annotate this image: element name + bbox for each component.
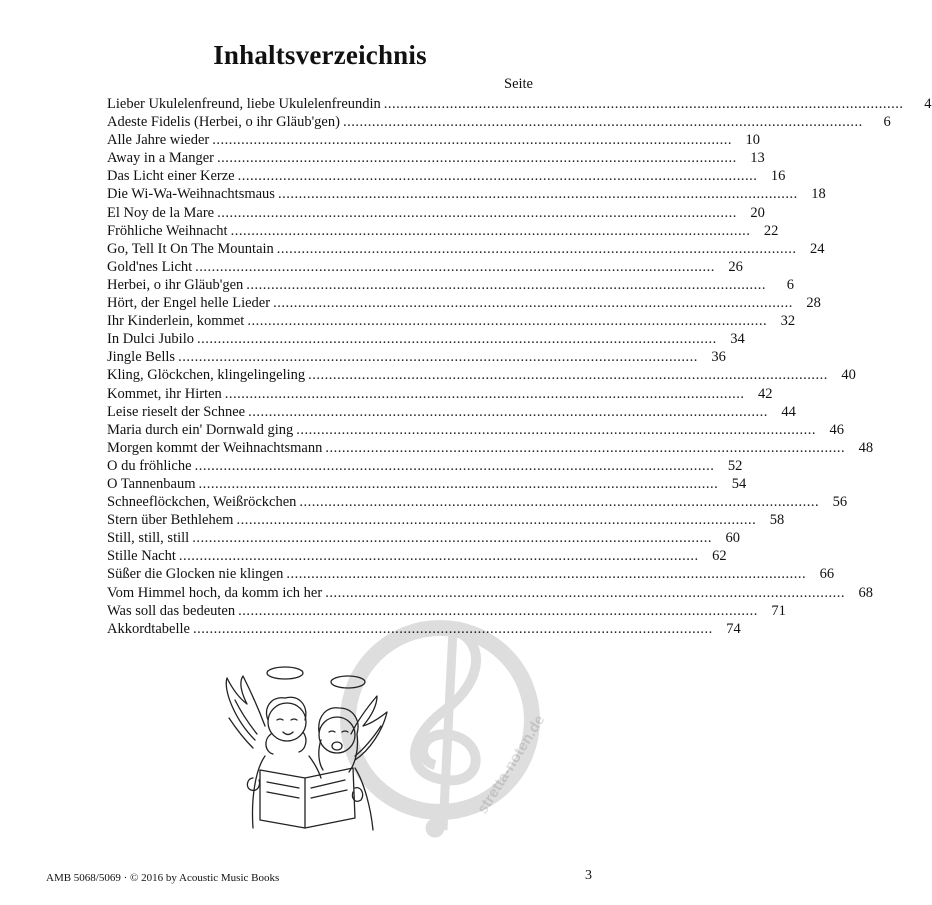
toc-entry-page: 58: [769, 512, 785, 529]
toc-entry: [107, 529, 740, 547]
toc-entry-page: 74: [726, 620, 741, 637]
toc-entry: [107, 312, 796, 330]
toc-dot-leader: ..............................................................................................................................: [192, 620, 713, 637]
toc-entry-title: Die Wi-Wa-Weihnachtsmaus: [107, 186, 275, 203]
toc-entry: [107, 565, 835, 583]
toc-dot-leader: ..............................................................................................................................: [178, 548, 699, 565]
toc-dot-leader: ..............................................................................................................................: [247, 313, 768, 330]
toc-entry-page: 71: [771, 602, 786, 619]
toc-dot-leader: ..............................................................................................................................: [383, 96, 904, 112]
toc-entry: [107, 493, 848, 511]
toc-entry-page: 54: [731, 475, 747, 492]
toc-dot-leader: ..............................................................................................................................: [224, 385, 745, 402]
toc-entry-page: 46: [829, 421, 844, 438]
toc-dot-leader: ..............................................................................................................................: [273, 295, 793, 312]
toc-entry: [107, 167, 786, 185]
toc-entry-page: 36: [711, 349, 726, 366]
toc-entry-page: 18: [811, 186, 826, 203]
toc-entry-title: O Tannenbaum: [107, 475, 196, 492]
toc-entry-title: O du fröhliche: [107, 457, 192, 474]
toc-entry-page: 44: [781, 403, 796, 420]
toc-dot-leader: ..............................................................................................................................: [308, 367, 828, 384]
footer-copyright: AMB 5068/5069 · © 2016 by Acoustic Music Books: [46, 872, 280, 884]
toc-dot-leader: ..............................................................................................................................: [236, 512, 757, 529]
toc-entry-page: 42: [758, 385, 773, 402]
toc-entry-title: Adeste Fidelis (Herbei, o ihr Gläub'gen): [107, 114, 340, 131]
toc-entry-page: 68: [858, 584, 873, 601]
toc-entry-page: 34: [730, 331, 745, 348]
toc-entry-title: Akkordtabelle: [107, 620, 190, 637]
toc-entry: [107, 204, 765, 222]
toc-entry-page: 20: [750, 204, 765, 221]
toc-entry: [107, 149, 765, 167]
toc-entry: [107, 294, 821, 312]
toc-entry: [107, 547, 727, 565]
toc-entry: [107, 276, 795, 294]
toc-entry-page: 22: [763, 222, 779, 239]
toc-entry-page: 24: [810, 240, 825, 257]
angels-illustration: [205, 660, 390, 835]
page-column-header: Seite: [504, 76, 533, 92]
toc-entry-title: Kommet, ihr Hirten: [107, 385, 222, 402]
toc-entry: [107, 330, 745, 348]
toc-entry-page: 40: [841, 367, 856, 384]
toc-dot-leader: ..............................................................................................................................: [246, 276, 767, 293]
toc-entry-title: Go, Tell It On The Mountain: [107, 240, 274, 257]
toc-entry: [107, 131, 761, 149]
toc-dot-leader: ..............................................................................................................................: [192, 530, 712, 547]
toc-dot-leader: ..............................................................................................................................: [230, 222, 751, 239]
toc-entry-title: Das Licht einer Kerze: [107, 168, 235, 185]
toc-dot-leader: ..............................................................................................................................: [276, 240, 797, 257]
toc-entry-page: 32: [780, 313, 796, 330]
toc-entry: [107, 185, 826, 203]
toc-dot-leader: ..............................................................................................................................: [277, 186, 798, 203]
toc-entry-page: 66: [819, 566, 835, 583]
toc-dot-leader: ..............................................................................................................................: [194, 457, 715, 474]
toc-dot-leader: ..............................................................................................................................: [325, 439, 846, 456]
toc-entry-page: 4: [924, 96, 932, 112]
toc-entry-page: 13: [750, 150, 765, 167]
toc-entry-page: 6: [786, 276, 795, 293]
toc-dot-leader: ..............................................................................................................................: [216, 150, 737, 167]
toc-entry-title: Jingle Bells: [107, 349, 176, 366]
toc-entry-title: Fröhliche Weihnacht: [107, 222, 228, 239]
toc-entry: [107, 475, 747, 493]
toc-entry: [107, 511, 785, 529]
toc-dot-leader: ..............................................................................................................................: [198, 475, 719, 492]
toc-entry-page: 6: [883, 114, 891, 131]
toc-dot-leader: ..............................................................................................................................: [178, 349, 698, 366]
toc-entry-title: Leise rieselt der Schnee: [107, 403, 246, 420]
toc-entry-title: El Noy de la Mare: [107, 204, 215, 221]
toc-dot-leader: ..............................................................................................................................: [195, 258, 715, 275]
toc-dot-leader: ..............................................................................................................................: [197, 331, 717, 348]
toc-dot-leader: ..............................................................................................................................: [296, 421, 816, 438]
toc-entry-title: Gold'nes Licht: [107, 258, 193, 275]
toc-entry: [107, 113, 891, 131]
toc-entry-page: 16: [770, 168, 786, 185]
table-of-contents: [107, 95, 932, 638]
toc-entry-title: Vom Himmel hoch, da komm ich her: [107, 584, 323, 601]
toc-dot-leader: ..............................................................................................................................: [238, 602, 758, 619]
toc-entry-title: Hört, der Engel helle Lieder: [107, 295, 271, 312]
toc-entry: [107, 403, 796, 421]
toc-entry-title: Stille Nacht: [107, 548, 176, 565]
toc-entry-title: Still, still, still: [107, 530, 190, 547]
toc-entry: [107, 222, 779, 240]
toc-dot-leader: ..............................................................................................................................: [299, 494, 820, 511]
toc-entry-title: Herbei, o ihr Gläub'gen: [107, 276, 244, 293]
toc-entry-title: Was soll das bedeuten: [107, 602, 236, 619]
toc-entry: [107, 240, 825, 258]
toc-entry-page: 28: [806, 295, 821, 312]
toc-entry: [107, 439, 874, 457]
toc-entry-title: Maria durch ein' Dornwald ging: [107, 421, 294, 438]
toc-entry: [107, 258, 743, 276]
toc-entry: [107, 421, 844, 439]
toc-entry-page: 62: [712, 548, 727, 565]
toc-dot-leader: ..............................................................................................................................: [217, 204, 737, 221]
toc-entry-page: 52: [727, 457, 743, 474]
toc-entry-title: Stern über Bethlehem: [107, 512, 234, 529]
toc-entry: [107, 95, 932, 113]
toc-entry-title: Süßer die Glocken nie klingen: [107, 566, 284, 583]
toc-entry: [107, 385, 773, 403]
toc-dot-leader: ..............................................................................................................................: [286, 566, 807, 583]
toc-entry: [107, 348, 726, 366]
toc-entry: [107, 457, 743, 475]
toc-entry-title: In Dulci Jubilo: [107, 331, 194, 348]
toc-entry: [107, 584, 873, 602]
toc-entry-title: Schneeflöckchen, Weißröckchen: [107, 494, 297, 511]
toc-dot-leader: ..............................................................................................................................: [248, 403, 768, 420]
toc-entry-title: Morgen kommt der Weihnachtsmann: [107, 439, 323, 456]
toc-entry-title: Lieber Ukulelenfreund, liebe Ukulelenfreundin: [107, 96, 381, 112]
toc-dot-leader: ..............................................................................................................................: [237, 168, 758, 185]
watermark-text: stretta-noten.de: [473, 711, 549, 818]
toc-dot-leader: ..............................................................................................................................: [342, 114, 863, 131]
page-title: Inhaltsverzeichnis: [213, 40, 427, 70]
toc-entry-page: 56: [832, 494, 848, 511]
toc-dot-leader: ..............................................................................................................................: [325, 584, 845, 601]
toc-entry-page: 26: [728, 258, 743, 275]
toc-entry-title: Kling, Glöckchen, klingelingeling: [107, 367, 306, 384]
toc-entry-title: Alle Jahre wieder: [107, 132, 210, 149]
toc-entry-page: 60: [725, 530, 740, 547]
toc-entry-title: Ihr Kinderlein, kommet: [107, 313, 245, 330]
toc-dot-leader: ..............................................................................................................................: [212, 132, 733, 149]
toc-entry: [107, 366, 856, 384]
footer-page-number: 3: [585, 868, 592, 883]
toc-entry-title: Away in a Manger: [107, 150, 214, 167]
toc-entry-page: 10: [745, 132, 761, 149]
toc-entry-page: 48: [858, 439, 874, 456]
